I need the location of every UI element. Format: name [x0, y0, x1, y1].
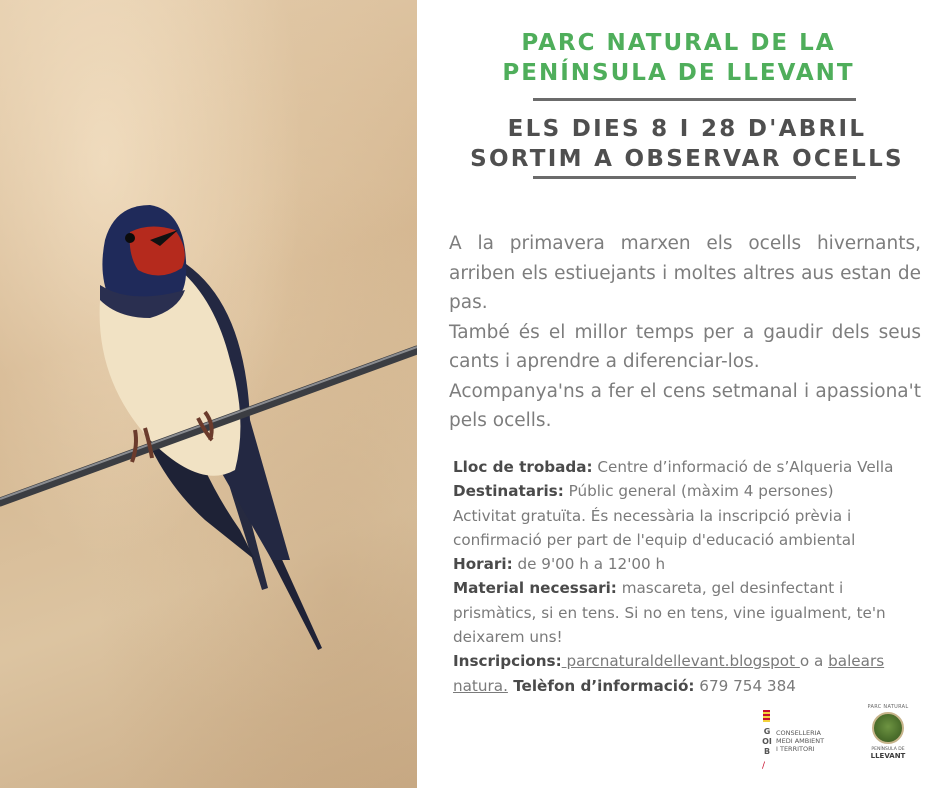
registration-or: o a — [799, 652, 829, 671]
govern-logo — [762, 709, 832, 771]
divider-top — [533, 98, 856, 101]
park-title-line2: PENÍNSULA DE LLEVANT — [502, 60, 855, 86]
material-label: Material necessari: — [453, 579, 617, 598]
govern-line-2: MEDI AMBIENT — [776, 737, 825, 745]
audience — [453, 479, 923, 503]
schedule-value: de 9'00 h a 12'00 h — [512, 555, 666, 574]
park-logo-top: PARC NATURAL — [867, 704, 909, 710]
park-logo-small: PENÍNSULA DE — [871, 747, 905, 752]
swallow-photo — [0, 0, 417, 788]
swallow-illustration — [0, 0, 417, 788]
govern-department — [776, 729, 824, 753]
intro-paragraph-1: A la primavera marxen els ocells hivernants, arriben els estiuejants i moltes altres aus estan de pas. — [449, 233, 921, 313]
meeting-place-value: Centre d’informació de s’Alqueria Vella — [592, 458, 894, 476]
intro-paragraph-2: També és el millor temps per a gaudir dels seus cants i aprendre a diferenciar-los. — [449, 321, 921, 372]
park-title-line1: PARC NATURAL DE LA — [521, 30, 836, 56]
free-activity-note: Activitat gratuïta. És necessària la inscripció prèvia i confirmació per part de l'equip d'educació ambiental — [453, 506, 856, 549]
intro-text — [449, 229, 921, 436]
event-title-line2: SORTIM A OBSERVAR OCELLS — [470, 146, 904, 172]
park-title — [417, 28, 940, 88]
govern-letters: GOIB — [762, 727, 772, 756]
divider-bottom — [533, 176, 856, 179]
event-title-line1: ELS DIES 8 I 28 D'ABRIL — [507, 116, 867, 142]
meeting-place-label: Lloc de trobada: — [453, 458, 593, 476]
balearic-flag-icon — [763, 710, 770, 722]
govern-line-3: I TERRITORI — [776, 745, 815, 753]
blog-link[interactable]: parcnaturaldellevant.blogspot — [561, 652, 800, 671]
registration — [453, 649, 923, 698]
park-emblem-icon — [872, 712, 904, 744]
audience-label: Destinataris: — [453, 482, 564, 501]
park-logo-name: LLEVANT — [870, 752, 906, 760]
meeting-place — [453, 455, 923, 479]
govern-line-1: CONSELLERIA — [776, 729, 821, 737]
material — [453, 576, 923, 649]
event-details — [453, 455, 923, 698]
govern-slash-icon: / — [762, 761, 766, 771]
phone-value: 679 754 384 — [694, 676, 796, 695]
registration-label: Inscripcions: — [453, 652, 562, 671]
schedule — [453, 552, 923, 576]
balears-natura-link[interactable]: balears natura. — [453, 652, 885, 695]
material-value: mascareta, gel desinfectant i prismàtics, si en tens. Si no en tens, vine igualment, te'n deixarem uns! — [453, 579, 886, 647]
schedule-label: Horari: — [453, 555, 513, 574]
event-title — [417, 114, 940, 174]
phone-label: Telèfon d’informació: — [507, 676, 695, 695]
park-logo — [866, 704, 910, 776]
intro-paragraph-3: Acompanya'ns a fer el cens setmanal i apassiona't pels ocells. — [449, 380, 921, 431]
audience-value: Públic general (màxim 4 persones) — [563, 482, 834, 501]
